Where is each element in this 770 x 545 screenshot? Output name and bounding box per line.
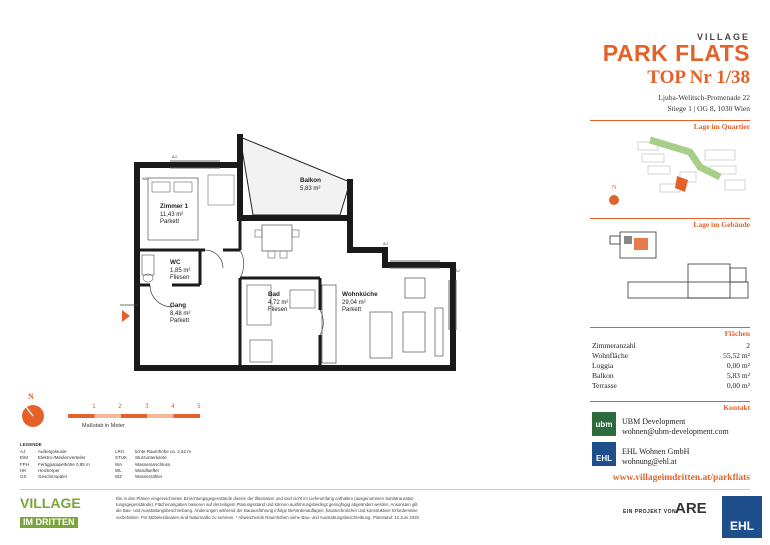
disclaimer: Die in den Plänen eingezeichneten Einrichtungsgegenstände dienen der Illustration und sind nicht im Lieferumfang enthalten (ausgenommen Sanitärausstat- tungsgegenstände). Flächenangaben basieren auf derzeitigem Planungsstand und können ausführungsbedingt geringfügig abgeändert werden. Ansonsten gilt die Bau- und Ausstattungsbeschreibung. Änderungen während der Bauausführung infolge Behördenauflagen, haustechnischer und konstruktiver Erfordernisse vorbehalten. Für Möbeleinbauten sind Naturmaße zu nehmen. * Abweichende Raumhöhen siehe Bau- und Ausstattungsbeschreibung. Planstand: 12.Juni 2025 (116, 496, 419, 520)
area-row: Wohnfläche 55,52 m² (592, 351, 750, 360)
ehl-logo-large: EHL (722, 496, 762, 538)
area-row: Zimmeranzahl 2 (592, 341, 750, 350)
aj-mark: AJ (455, 268, 460, 273)
compass-icon (20, 403, 46, 429)
room-balkon-label: Balkon 5,83 m² (300, 177, 321, 192)
aj-mark: AJ (383, 241, 388, 246)
scale-bar: 1 2 3 4 5 (68, 403, 208, 433)
legend: LEGENDE AJ Außenjalousie E/M Elektro-/Medienverteiler FPH Fertigparapethöhe 0,85 m HK Heizkörper GS Geschirrspüler LRH lichte Raumhöhe ca. 2,52 m STUK Sturzunterkante WA Wasseranschluss WL Wandluefter WZ Wasserzähler (20, 442, 250, 480)
interior-walls (137, 218, 320, 368)
contact-email-link[interactable]: wohnen@ubm-development.com (622, 427, 729, 436)
areas-table (592, 341, 750, 391)
compass-letter: N (28, 392, 34, 401)
are-logo: ARE (675, 500, 707, 517)
area-row: Balkon 5,83 m² (592, 371, 750, 380)
site-compass-icon (608, 194, 620, 206)
area-row: Loggia 0,00 m² (592, 361, 750, 370)
website-link[interactable]: www.villageimdritten.at/parkflats (612, 473, 750, 483)
site-map (630, 132, 750, 200)
ehl-logo-small: EHL (592, 442, 616, 466)
contact-ubm: UBM Development wohnen@ubm-development.com (622, 417, 729, 436)
balcony-area (240, 137, 350, 215)
section-quartier: Lage im Quartier (693, 122, 750, 131)
aj-mark: AJ (172, 154, 177, 159)
floor-plan (110, 130, 470, 380)
brand-top: VILLAGE (696, 32, 750, 42)
wc-mark: WC (142, 176, 149, 181)
room-wohnkueche-label: Wohnküche 29,04 m² Parkett (342, 291, 378, 313)
section-flaechen: Flächen (724, 329, 750, 338)
scale-caption: Maßstab in Meter (82, 423, 125, 429)
unit-title: TOP Nr 1/38 (647, 67, 750, 88)
legend-title: LEGENDE (20, 442, 42, 447)
project-by-label: EIN PROJEKT VON (623, 509, 677, 515)
floor-plan-drawing (110, 130, 470, 380)
section-kontakt: Kontakt (723, 403, 750, 412)
room-wc-label: WC 1,85 m² Fliesen (170, 259, 191, 281)
section-gebaeude: Lage im Gebäude (693, 220, 750, 229)
unit-address: Ljuba-Welitsch-Promenade 22 Stiege 1 | OG 8, 1030 Wien (658, 93, 750, 113)
ubm-logo: ubm (592, 412, 616, 436)
area-row: Terrasse 0,00 m² (592, 381, 750, 390)
village-logo: VILLAGE IM DRITTEN (20, 495, 81, 527)
room-zimmer-label: Zimmer 1 11,43 m² Parkett (160, 203, 188, 225)
room-bad-label: Bad 4,72 m² Fliesen (268, 291, 289, 313)
contact-ehl: EHL Wohnen GmbH wohnung@ehl.at (622, 447, 690, 466)
contact-email-link[interactable]: wohnung@ehl.at (622, 457, 677, 466)
site-compass-letter: N (612, 185, 617, 191)
entrance-arrow (122, 310, 130, 322)
room-gang-label: Gang 8,48 m² Parkett (170, 302, 191, 324)
brand-title: PARK FLATS (602, 40, 750, 66)
brand-block (590, 32, 750, 65)
building-diagram (608, 228, 753, 303)
